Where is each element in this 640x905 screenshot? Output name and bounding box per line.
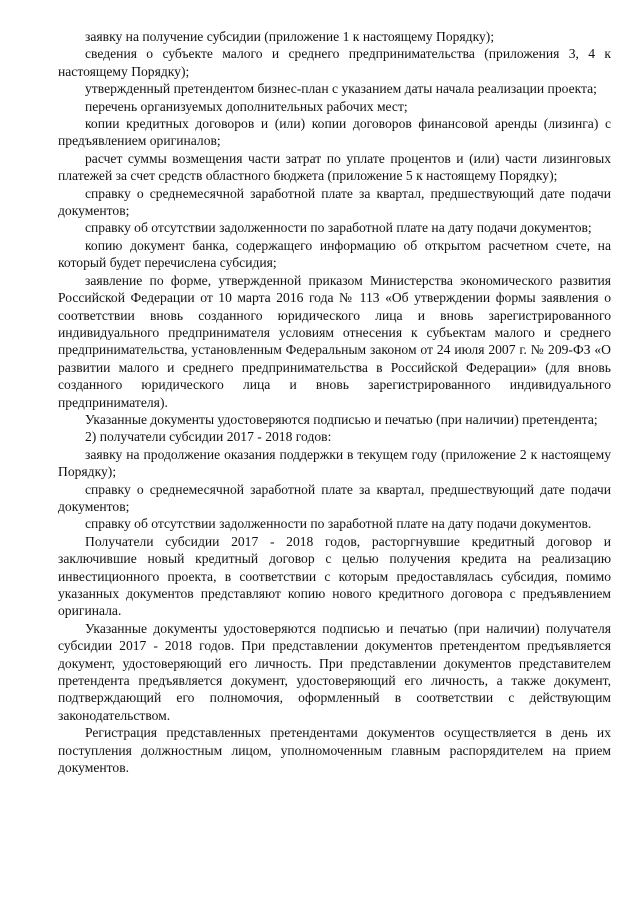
paragraph-statement-form: заявление по форме, утвержденной приказом Министерства экономического развития Российской Федерации от 10 марта 2016 года № 113 «Об утверждении формы заявления о соответствии вновь созданного юридического лица и вновь зарегистрированного индивидуального предпринимателя условиям отнесения к субъектам малого и среднего предпринимательства, установленным Федеральным законом от 24 июля 2007 г. № 209-ФЗ «О развитии малого и среднего предпринимательства в Российской Федерации» (для вновь созданного юридического лица и вновь зарегистрированного индивидуального предпринимателя). (58, 272, 611, 410)
paragraph-compensation-calc: расчет суммы возмещения части затрат по уплате процентов и (или) части лизинговых платежей за счет средств областного бюджета (приложение 5 к настоящему Порядку); (58, 150, 611, 184)
paragraph-sme-info: сведения о субъекте малого и среднего предпринимательства (приложения 3, 4 к настоящему Порядку); (58, 46, 611, 79)
paragraph-registration: Регистрация представленных претендентами документов осуществляется в день их поступления должностным лицом, уполномоченным главным распорядителем на прием документов. (58, 725, 611, 776)
paragraph-business-plan: утвержденный претендентом бизнес-план с указанием даты начала реализации проекта; (85, 81, 597, 97)
paragraph-certified-applicant: Указанные документы удостоверяются подписью и печатью (при наличии) претендента; (85, 411, 598, 427)
paragraph-salary-certificate-2: справку о среднемесячной заработной плате за квартал, предшествующий дате подачи документов; (58, 481, 611, 514)
document-page (58, 28, 611, 776)
paragraph-application: заявку на получение субсидии (приложение 1 к настоящему Порядку); (85, 29, 495, 44)
paragraph-continuation-application: заявку на продолжение оказания поддержки в текущем году (приложение 2 к настоящему Порядку); (58, 446, 611, 480)
paragraph-no-debt-certificate-2: справку об отсутствии задолженности по заработной плате на дату подачи документов. (85, 516, 592, 532)
paragraph-jobs-list: перечень организуемых дополнительных рабочих мест; (85, 98, 408, 114)
paragraph-credit-copies: копии кредитных договоров и (или) копии договоров финансовой аренды (лизинга) с предъявлением оригиналов; (58, 116, 611, 149)
paragraph-no-debt-certificate: справку об отсутствии задолженности по заработной плате на дату подачи документов; (85, 220, 592, 236)
paragraph-certified-recipient: Указанные документы удостоверяются подписью и печатью (при наличии) получателя субсидии 2017 - 2018 годов. При представлении документов претендентом предъявляется документ, удостоверяющий его личность. При представлении документов представителем претендента предъявляется документ, удостоверяющий его личность, а также документ, подтверждающий его полномочия, оформленный в соответствии с действующим законодательством. (58, 620, 611, 723)
paragraph-salary-certificate: справку о среднемесячной заработной плате за квартал, предшествующий дате подачи документов; (58, 185, 611, 219)
paragraph-recipients-heading: 2) получатели субсидии 2017 - 2018 годов: (85, 429, 332, 445)
paragraph-new-credit-agreement: Получатели субсидии 2017 - 2018 годов, расторгнувшие кредитный договор и заключившие новый кредитный договор с целью получения кредита на реализацию инвестиционного проекта, в соответствии с которым предоставлялась субсидия, помимо указанных документов представляют копию нового кредитного договора с предъявлением оригинала. (58, 533, 611, 619)
paragraph-bank-document: копию документ банка, содержащего информацию об открытом расчетном счете, на который будет перечислена субсидия; (58, 237, 611, 271)
